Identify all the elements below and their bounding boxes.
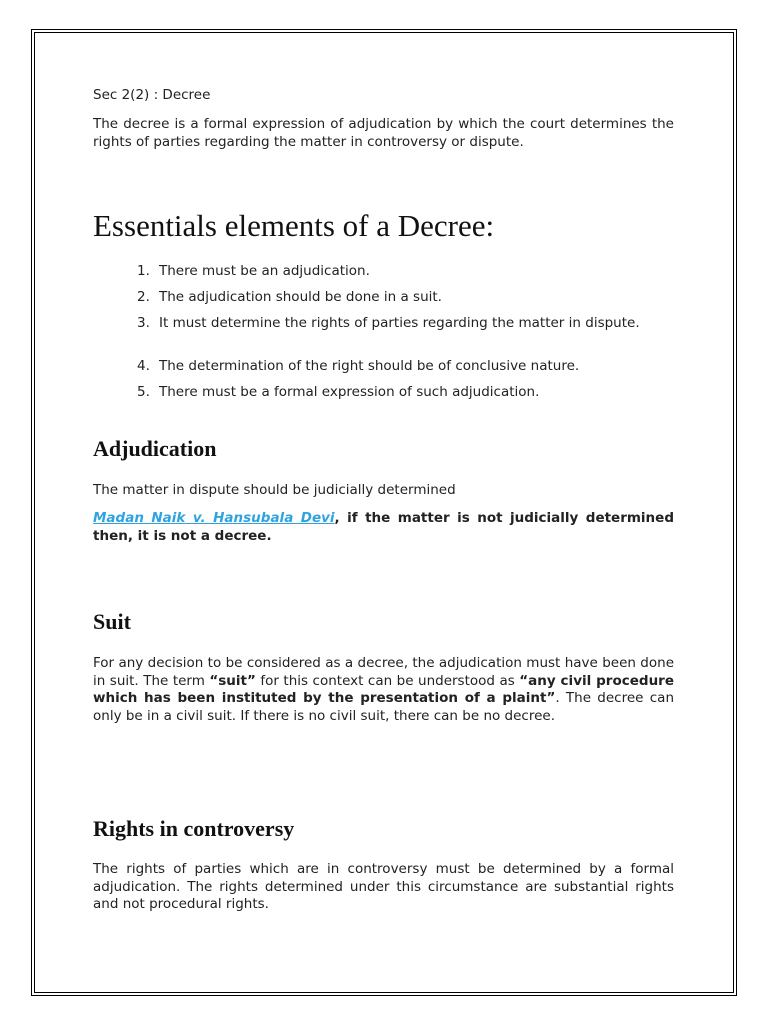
list-item-text: The determination of the right should be of conclusive nature. xyxy=(159,358,580,374)
section-reference: Sec 2(2) : Decree xyxy=(93,87,211,103)
essentials-heading: Essentials elements of a Decree: xyxy=(93,208,495,243)
adjudication-heading: Adjudication xyxy=(93,436,217,461)
list-item-number: 5. xyxy=(137,384,150,400)
suit-term: “suit” xyxy=(209,672,256,689)
list-item-text: The adjudication should be done in a suit. xyxy=(159,289,442,305)
intro-paragraph: The decree is a formal expression of adjudication by which the court determines the rights of parties regarding the matter in controversy or dispute. xyxy=(93,116,674,150)
suit-paragraph xyxy=(93,655,674,725)
list-item-number: 4. xyxy=(137,358,150,374)
suit-text-3: . The decree can only be in a civil suit. If there is no civil suit, there can be no decree. xyxy=(93,690,674,724)
case-link[interactable]: Madan Naik v. Hansubala Devi xyxy=(93,510,335,526)
list-item-text: There must be an adjudication. xyxy=(159,263,370,279)
suit-definition: “any civil procedure which has been instituted by the presentation of a plaint” xyxy=(93,672,674,706)
list-item-number: 2. xyxy=(137,289,150,305)
list-item-text: There must be a formal expression of such adjudication. xyxy=(159,384,540,400)
list-item-number: 3. xyxy=(137,315,150,331)
list-item-text: It must determine the rights of parties regarding the matter in dispute. xyxy=(159,315,640,331)
suit-text-1: For any decision to be considered as a decree, the adjudication must have been done in suit. The term xyxy=(93,655,674,689)
adjudication-paragraph: The matter in dispute should be judicially determined xyxy=(93,482,456,498)
list-item-number: 1. xyxy=(137,263,150,279)
suit-heading: Suit xyxy=(93,609,131,634)
suit-text-2: for this context can be understood as xyxy=(255,672,520,689)
rights-heading: Rights in controversy xyxy=(93,816,295,841)
case-paragraph xyxy=(93,510,674,545)
case-text: , if the matter is not judicially determined then, it is not a decree. xyxy=(93,510,674,544)
rights-paragraph: The rights of parties which are in controversy must be determined by a formal adjudication. The rights determined under this circumstance are substantial rights and not procedural rights. xyxy=(93,861,674,912)
